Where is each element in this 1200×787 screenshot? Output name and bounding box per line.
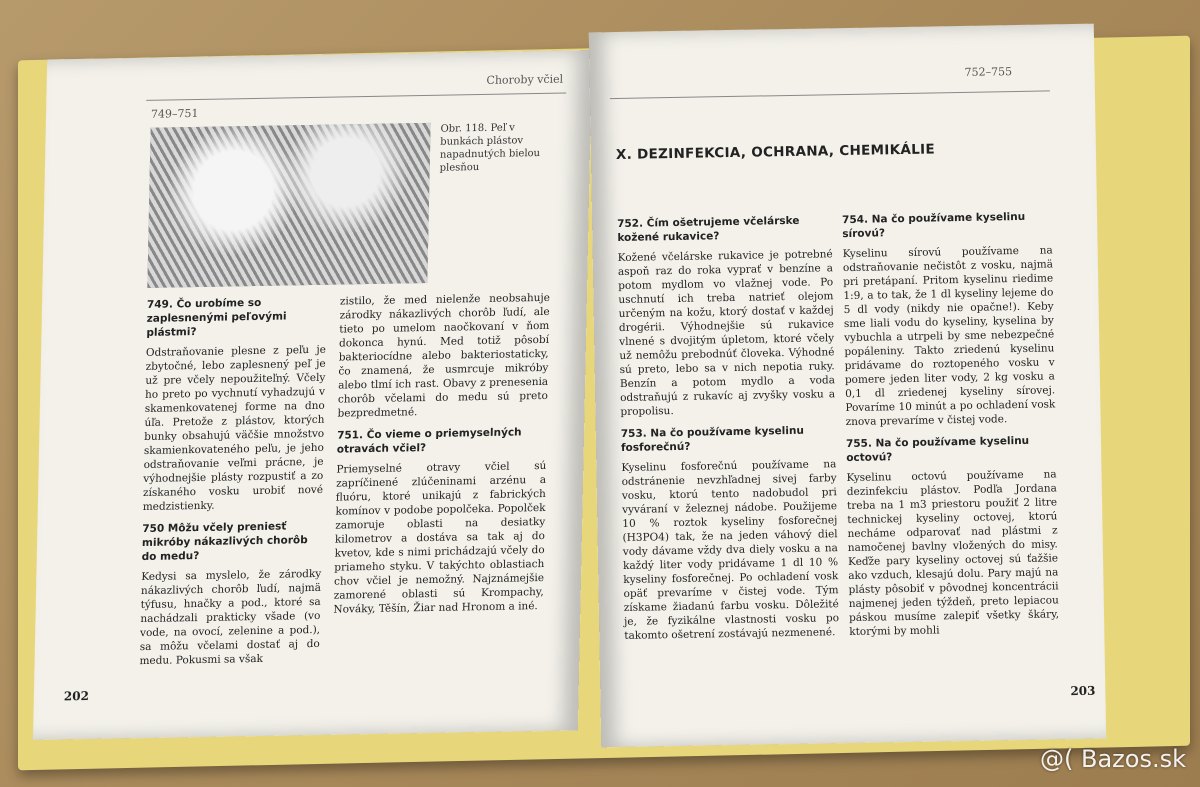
page-number: 203 <box>1070 683 1096 699</box>
question-755: 755. Na čo používame kyselinu octovú? <box>845 434 1030 465</box>
question-749: 749. Čo urobíme so zaplesnenými peľovými plástmi? <box>146 296 287 339</box>
range-label: 749–751 <box>150 106 199 121</box>
answer-750: Kedysi sa myslelo, že zárodky nákazlivých chorôb ľudí, najmä týfusu, hnačky a pod., ktoré sa nachádzali prakticky všade (vo vode, na ovocí, zelenine a pod.), sa môžu včelami dostať aj do medu. Pokusmi sa však <box>139 567 322 668</box>
range-label: 752–755 <box>964 65 1013 79</box>
running-head: Choroby včiel <box>486 72 564 87</box>
header-rule <box>146 93 566 101</box>
chapter-heading: X. DEZINFEKCIA, OCHRANA, CHEMIKÁLIE <box>615 141 936 164</box>
question-753: 753. Na čo používame kyselinu fosforečnú? <box>620 424 804 454</box>
header-rule <box>610 90 1050 99</box>
right-column <box>333 291 550 625</box>
answer-749: Odstraňovanie plesne z peľu je zbytočné, lebo zaplesnený peľ je už pre včely nepoužiteľný. Včely ho preto po vychnutí vyhadzujú v skamenkovatenej forme na dno úľa. Pretože z plástov, ktorých bunky obsahujú väčšie množstvo skamienkovateného peľu, je jeho odstraňovanie veľmi prácne, je výhodnejšie plásty rozpustiť a zo získaného vosku urobiť nové medzistienky. <box>142 343 327 513</box>
answer-755: Kyselinu octovú používame na dezinfekciu plástov. Podľa Jordana treba na 1 m3 priestoru použiť 2 litre technickej kyseliny octovej, ktorú necháme odparovať nad plástmi z namočenej bavlny vložených do misy. Keďže pary kyseliny octovej sú ťažšie ako vzduch, klesajú dolu. Pary majú na plásty pôsobiť v pôvodnej koncentrácii najmenej jeden týždeň, preto lepiacou páskou musíme zalepiť všetky škáry, ktorými by mohli <box>846 468 1060 639</box>
question-751: 751. Čo vieme o priemyselných otravách včiel? <box>336 426 522 456</box>
page-number: 202 <box>63 688 90 704</box>
right-column <box>842 209 1060 647</box>
answer-750-continued: zistilo, že med nielenže neobsahuje zárodky nákazlivých chorôb ľudí, ale tieto po umelom naočkovaní v ňom dokonca hynú. Med totiž pôsobí bakteriocídne alebo bakteriostaticky, čo znamená, že usmrcuje mikróby alebo tlmí ich rast. Obavy z prenesenia chorôb včelami do medu sú preto bezpredmetné. <box>337 291 551 420</box>
figure-caption: Obr. 118. Peľ v bunkách plástov napadnutých bielou plesňou <box>439 122 541 174</box>
question-752: 752. Čím ošetrujeme včelárske kožené rukavice? <box>617 214 800 244</box>
honeycomb-photo <box>147 123 430 288</box>
bazos-watermark: @( Bazos.sk <box>1040 745 1186 773</box>
left-page <box>33 50 592 740</box>
answer-752: Kožené včelárske rukavice je potrebné aspoň raz do roka vyprať v benzíne a potom mydlom vo vlažnej vode. Po uschnutí ich treba natrieť olejom určeným na kožu, ktorý dostať v každej drogérii. Výhodnejšie sú rukavice vlnené s dvojitým úpletom, ktoré včely už nemôžu prebodnúť človeka. Výhodné sú preto, lebo sa v nich nepotia ruky. Benzín a potom mydlo a voda odstraňujú z rukavíc aj zvyšky vosku a propolisu. <box>617 248 836 418</box>
answer-751: Priemyselné otravy včiel sú zapríčinené zlúčeninami arzénu a fluóru, ktoré unikajú z fabrických komínov v podobe popolčeka. Popolček zamoruje oblasti na desiatky kilometrov a dostáva sa tak aj do kvetov, kde s nimi prichádzajú včely do priameho styku. V takýchto oblastiach chov včiel je nemožný. Najznámejšie zamorené oblasti sú Krompachy, Nováky, Těšín, Žiar nad Hronom a iné. <box>333 459 547 616</box>
left-column <box>617 213 840 651</box>
answer-754: Kyselinu sírovú používame na odstraňovanie nečistôt z vosku, najmä pri pretápaní. Pritom kyselinu riedime 1:9, a to tak, že 1 dl kyseliny lejeme do 5 dl vody (nikdy nie opačne!). Keby sme liali vodu do kyseliny, kyselina by vybuchla a utrpeli by sme nebezpečné popáleniny. Takto zriedenú kyselinu pridávame do roztopeného vosku v pomere jeden liter vody, 2 kg vosku a 0,1 dl zriedenej kyseliny sírovej. Povaríme 10 minút a po ochladení vosk znova prevaríme v čistej vode. <box>842 244 1056 429</box>
question-750: 750 Môžu včely preniesť mikróby nákazlivých chorôb do medu? <box>141 520 308 564</box>
question-754: 754. Na čo používame kyselinu sírovú? <box>842 210 1026 241</box>
answer-753: Kyselinu fosforečnú používame na odstránenie nevzhľadnej sivej farby vosku, ktorú tento nadobudol pri vyváraní v železnej nádobe. Použijeme 10 % roztok kyseliny fosforečnej (H3PO4) tak, že na jeden váhový diel vody dávame vždy dva diely vosku a na každý liter vody pridávame 1 dl 10 % kyseliny fosforečnej. Po ochladení vosk opäť prevaríme v čistej vode. Tým získame žiadanú farbu vosku. Dôležité je, že fyzikálne vlastnosti vosku po takomto ošetrení zostávajú nezmenené. <box>621 458 840 642</box>
right-page <box>589 24 1106 748</box>
left-column <box>139 295 327 676</box>
